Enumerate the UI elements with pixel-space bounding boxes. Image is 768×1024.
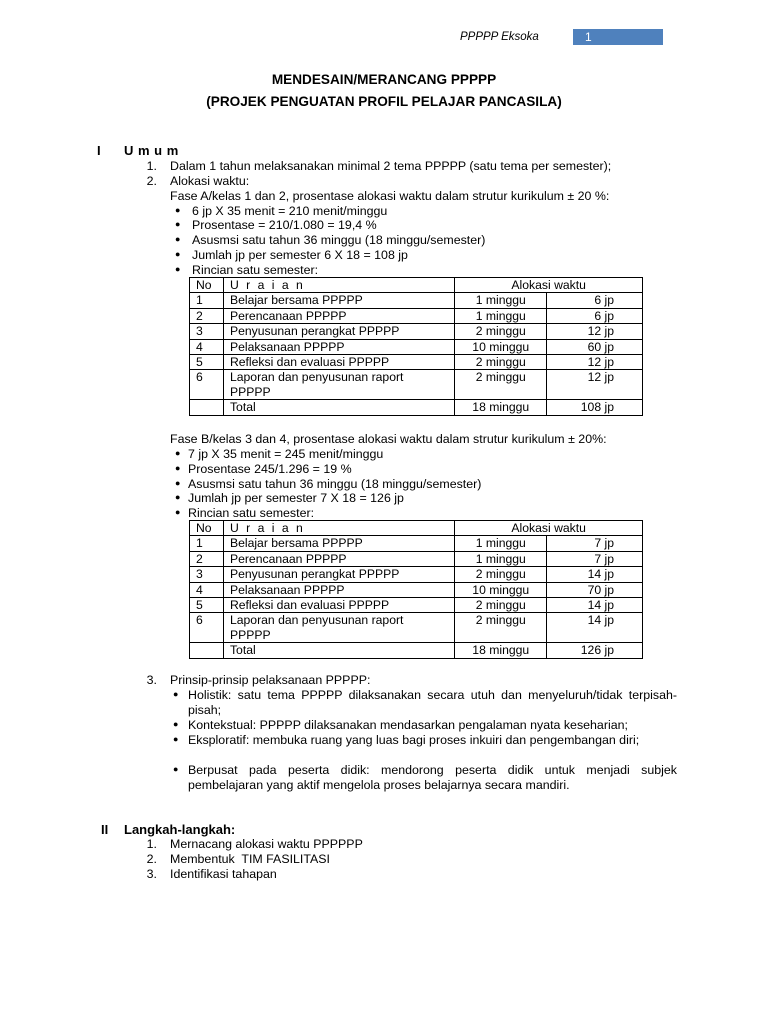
cell-minggu: 2 minggu <box>455 613 547 643</box>
faseB-table <box>189 520 643 659</box>
cell-uraian-line2: PPPPP <box>229 627 271 642</box>
cell-jp: 12 jp <box>547 355 643 370</box>
step1-number: 1. <box>146 837 157 851</box>
cell-jp: 70 jp <box>547 582 643 597</box>
faseB-intro: Fase B/kelas 3 dan 4, prosentase alokasi waktu dalam strutur kurikulum ± 20%: <box>170 432 607 446</box>
cell-uraian: Penyusunan perangkat PPPPP <box>223 567 454 582</box>
table-row <box>190 370 643 400</box>
cell-uraian: Refleksi dan evaluasi PPPPP <box>223 355 454 370</box>
document-title-line2: (PROJEK PENGUATAN PROFIL PELAJAR PANCASILA) <box>206 94 562 109</box>
total-minggu: 18 minggu <box>455 643 547 658</box>
cell-no-empty <box>190 400 224 415</box>
total-label: Total <box>223 400 454 415</box>
cell-uraian-line1: Laporan dan penyusunan raport <box>229 613 404 628</box>
bullet-icon <box>175 250 183 258</box>
cell-no: 2 <box>190 551 224 566</box>
cell-uraian <box>223 613 454 643</box>
table-row <box>190 308 643 323</box>
table-total-row <box>190 643 643 658</box>
step2-number: 2. <box>146 852 157 866</box>
cell-uraian: Pelaksanaan PPPPP <box>223 339 454 354</box>
cell-no: 1 <box>190 293 224 308</box>
faseB-bullet-5: Rincian satu semester: <box>188 506 315 520</box>
faseA-intro: Fase A/kelas 1 dan 2, prosentase alokasi waktu dalam strutur kurikulum ± 20 %: <box>170 189 610 203</box>
cell-jp: 60 jp <box>547 339 643 354</box>
table-row <box>190 293 643 308</box>
cell-minggu: 10 minggu <box>455 339 547 354</box>
cell-minggu: 2 minggu <box>455 370 547 400</box>
section2-number: II <box>101 822 109 837</box>
document-title-line1: MENDESAIN/MERANCANG PPPPP <box>271 72 497 87</box>
cell-minggu: 2 minggu <box>455 598 547 613</box>
cell-no: 5 <box>190 355 224 370</box>
faseB-bullet-3: Asusmsi satu tahun 36 minggu (18 minggu/semester) <box>188 477 482 491</box>
cell-minggu: 10 minggu <box>455 582 547 597</box>
table-row <box>190 598 643 613</box>
bullet-icon <box>173 765 181 773</box>
cell-jp: 14 jp <box>547 598 643 613</box>
bullet-icon <box>173 720 181 728</box>
cell-minggu: 2 minggu <box>455 324 547 339</box>
cell-minggu: 1 minggu <box>455 536 547 551</box>
bullet-icon <box>173 690 181 698</box>
bullet-icon <box>175 206 183 214</box>
bullet-icon <box>175 493 183 501</box>
faseA-bullet-2: Prosentase = 210/1.080 = 19,4 % <box>192 218 377 232</box>
total-minggu: 18 minggu <box>455 400 547 415</box>
cell-jp: 14 jp <box>547 567 643 582</box>
step3-number: 3. <box>146 867 157 881</box>
cell-uraian: Refleksi dan evaluasi PPPPP <box>223 598 454 613</box>
cell-uraian: Penyusunan perangkat PPPPP <box>223 324 454 339</box>
faseA-bullet-5: Rincian satu semester: <box>192 263 319 277</box>
step3-text: Identifikasi tahapan <box>170 867 277 881</box>
bullet-icon <box>175 508 183 516</box>
cell-uraian: Belajar bersama PPPPP <box>223 536 454 551</box>
table-row <box>190 567 643 582</box>
cell-jp: 6 jp <box>547 308 643 323</box>
bullet-icon <box>175 220 183 228</box>
item1-number: 1. <box>146 159 157 173</box>
bullet-icon <box>175 265 183 273</box>
item1-text: Dalam 1 tahun melaksanakan minimal 2 tema PPPPP (satu tema per semester); <box>170 159 612 173</box>
faseB-bullet-1: 7 jp X 35 menit = 245 menit/minggu <box>188 447 384 461</box>
page-number-box <box>573 29 663 45</box>
cell-no: 1 <box>190 536 224 551</box>
step1-text: Mernacang alokasi waktu PPPPPP <box>170 837 363 851</box>
header-uraian: U r a i a n <box>223 278 454 293</box>
cell-no: 2 <box>190 308 224 323</box>
header-alokasi: Alokasi waktu <box>455 278 643 293</box>
cell-uraian-line2: PPPPP <box>229 384 271 399</box>
faseA-bullet-1: 6 jp X 35 menit = 210 menit/minggu <box>192 204 388 218</box>
cell-jp: 7 jp <box>547 536 643 551</box>
cell-uraian-line1: Laporan dan penyusunan raport <box>229 370 404 385</box>
table-total-row <box>190 400 643 415</box>
bullet-icon <box>175 464 183 472</box>
faseA-bullet-4: Jumlah jp per semester 6 X 18 = 108 jp <box>192 248 408 262</box>
total-label: Total <box>223 643 454 658</box>
cell-no: 6 <box>190 613 224 643</box>
bullet-icon <box>175 449 183 457</box>
table-row <box>190 339 643 354</box>
table-header-row <box>190 521 643 536</box>
cell-uraian: Belajar bersama PPPPP <box>223 293 454 308</box>
faseA-bullet-3: Asusmsi satu tahun 36 minggu (18 minggu/semester) <box>192 233 486 247</box>
cell-jp: 14 jp <box>547 613 643 643</box>
cell-minggu: 1 minggu <box>455 293 547 308</box>
cell-uraian: Perencanaan PPPPP <box>223 551 454 566</box>
header-no: No <box>190 278 224 293</box>
cell-no: 6 <box>190 370 224 400</box>
bullet-icon <box>175 235 183 243</box>
table-row <box>190 582 643 597</box>
step2-text: Membentuk TIM FASILITASI <box>170 852 330 866</box>
table-row <box>190 324 643 339</box>
section2-title: Langkah-langkah: <box>124 822 236 837</box>
cell-no: 3 <box>190 324 224 339</box>
header-no: No <box>190 521 224 536</box>
principle-holistik: Holistik: satu tema PPPPP dilaksanakan secara utuh dan menyeluruh/tidak terpisah-pisah; <box>188 688 677 717</box>
cell-minggu: 2 minggu <box>455 355 547 370</box>
cell-no: 4 <box>190 339 224 354</box>
table-header-row <box>190 278 643 293</box>
principle-berpusat: Berpusat pada peserta didik: mendorong peserta didik untuk menjadi subjek pembelajaran yang aktif mengelola proses belajarnya secara mandiri. <box>188 763 677 792</box>
cell-no: 4 <box>190 582 224 597</box>
item2-number: 2. <box>146 174 157 188</box>
table-row <box>190 536 643 551</box>
cell-minggu: 1 minggu <box>455 308 547 323</box>
item3-number: 3. <box>146 673 157 687</box>
cell-no-empty <box>190 643 224 658</box>
header-uraian: U r a i a n <box>223 521 454 536</box>
item3-text: Prinsip-prinsip pelaksanaan PPPPP: <box>170 673 371 687</box>
cell-jp: 12 jp <box>547 370 643 400</box>
header-doc-name: PPPPP Eksoka <box>460 31 539 43</box>
principle-eksploratif: Eksploratif: membuka ruang yang luas bagi proses inkuiri dan pengembangan diri; <box>188 733 640 747</box>
cell-minggu: 1 minggu <box>455 551 547 566</box>
bullet-icon <box>175 479 183 487</box>
cell-uraian: Pelaksanaan PPPPP <box>223 582 454 597</box>
page-number: 1 <box>585 30 592 44</box>
principle-kontekstual: Kontekstual: PPPPP dilaksanakan mendasarkan pengalaman nyata keseharian; <box>188 718 628 732</box>
cell-jp: 12 jp <box>547 324 643 339</box>
table-row <box>190 551 643 566</box>
faseB-bullet-4: Jumlah jp per semester 7 X 18 = 126 jp <box>188 491 404 505</box>
bullet-icon <box>173 735 181 743</box>
faseB-bullet-2: Prosentase 245/1.296 = 19 % <box>188 462 352 476</box>
cell-uraian <box>223 370 454 400</box>
header-alokasi: Alokasi waktu <box>455 521 643 536</box>
item2-text: Alokasi waktu: <box>170 174 250 188</box>
total-jp: 126 jp <box>547 643 643 658</box>
section1-title: U m u m <box>124 143 179 158</box>
total-jp: 108 jp <box>547 400 643 415</box>
faseA-table <box>189 277 643 416</box>
cell-no: 5 <box>190 598 224 613</box>
table-row <box>190 613 643 643</box>
cell-jp: 7 jp <box>547 551 643 566</box>
section1-number: I <box>97 143 101 158</box>
cell-minggu: 2 minggu <box>455 567 547 582</box>
cell-no: 3 <box>190 567 224 582</box>
cell-uraian: Perencanaan PPPPP <box>223 308 454 323</box>
table-row <box>190 355 643 370</box>
cell-jp: 6 jp <box>547 293 643 308</box>
